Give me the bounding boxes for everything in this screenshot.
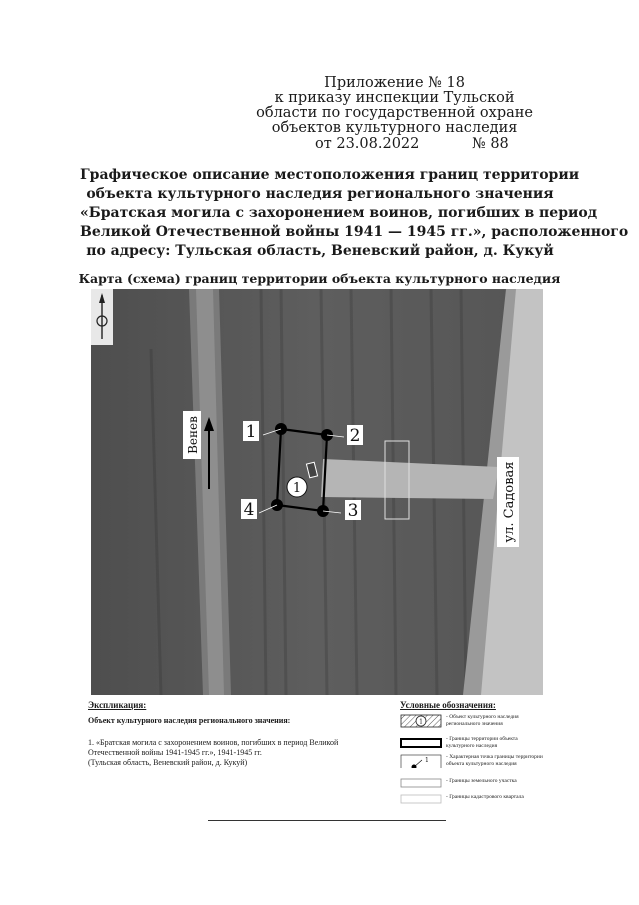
legend-text-object: - Объект культурного наследия регионального значения bbox=[446, 714, 519, 727]
point-label-1: 1 bbox=[245, 422, 257, 442]
legend-block bbox=[88, 700, 548, 820]
svg-text:1: 1 bbox=[419, 718, 423, 726]
point-label-4: 4 bbox=[243, 500, 255, 520]
document-title bbox=[80, 166, 629, 261]
title-line-5: по адресу: Тульская область, Веневский район, д. Кукуй bbox=[86, 243, 554, 259]
object-line-1: 1. «Братская могила с захоронением воинов, погибших в период Великой bbox=[88, 738, 339, 747]
object-line-3: (Тульская область, Веневский район, д. Кукуй) bbox=[88, 758, 248, 767]
road-label-venev: Венев bbox=[186, 416, 200, 454]
legend-text-parcel: - Границы земельного участка bbox=[446, 778, 517, 784]
legend-heading: Условные обозначения: bbox=[400, 700, 496, 710]
heritage-line: объектов культурного наследия bbox=[271, 120, 518, 136]
object-description bbox=[88, 738, 373, 768]
legend-text-quarter: - Границы кадастрового квартала bbox=[446, 794, 524, 800]
point-label-3: 3 bbox=[347, 501, 359, 521]
order-number: № 88 bbox=[472, 136, 509, 152]
object-heading: Объект культурного наследия регионального значения: bbox=[88, 716, 291, 725]
object-line-2: Отечественной войны 1941-1945 гг.», 1941-1945 гг. bbox=[88, 748, 262, 757]
boundary-map bbox=[91, 289, 543, 695]
legend-text-boundary: - Границы территории объекта культурного наследия bbox=[446, 736, 518, 749]
boundary-symbol-icon bbox=[400, 736, 442, 750]
bottom-divider bbox=[208, 820, 446, 821]
heritage-object-symbol-icon bbox=[400, 714, 442, 728]
cadastral-quarter-symbol-icon bbox=[400, 794, 442, 808]
date-number-line bbox=[315, 136, 509, 152]
title-line-4: Великой Отечественной войны 1941 — 1945 гг.», расположенного bbox=[80, 224, 629, 240]
title-line-3: «Братская могила с захоронением воинов, погибших в период bbox=[80, 205, 598, 221]
svg-text:1: 1 bbox=[425, 757, 429, 764]
point-label-2: 2 bbox=[349, 426, 361, 446]
map-caption: Карта (схема) границ территории объекта культурного наследия bbox=[78, 271, 561, 286]
title-line-2: объекта культурного наследия регионального значения bbox=[86, 186, 554, 202]
map-svg bbox=[91, 289, 543, 695]
title-line-1: Графическое описание местоположения границ территории bbox=[80, 167, 580, 183]
header-block bbox=[256, 76, 533, 136]
order-line: к приказу инспекции Тульской bbox=[274, 90, 515, 106]
object-number: 1 bbox=[292, 481, 302, 496]
parcel-symbol-icon bbox=[400, 778, 442, 792]
boundary-point-symbol-icon bbox=[400, 754, 442, 768]
appendix-line: Приложение № 18 bbox=[324, 75, 465, 91]
explication-heading: Экспликация: bbox=[88, 700, 147, 710]
inspection-line: области по государственной охране bbox=[256, 105, 533, 121]
legend-text-point: - Характерная точка границы территории объекта культурного наследия bbox=[446, 754, 543, 767]
order-date: от 23.08.2022 bbox=[315, 136, 420, 152]
road-label-sadovaya: ул. Садовая bbox=[502, 461, 517, 543]
